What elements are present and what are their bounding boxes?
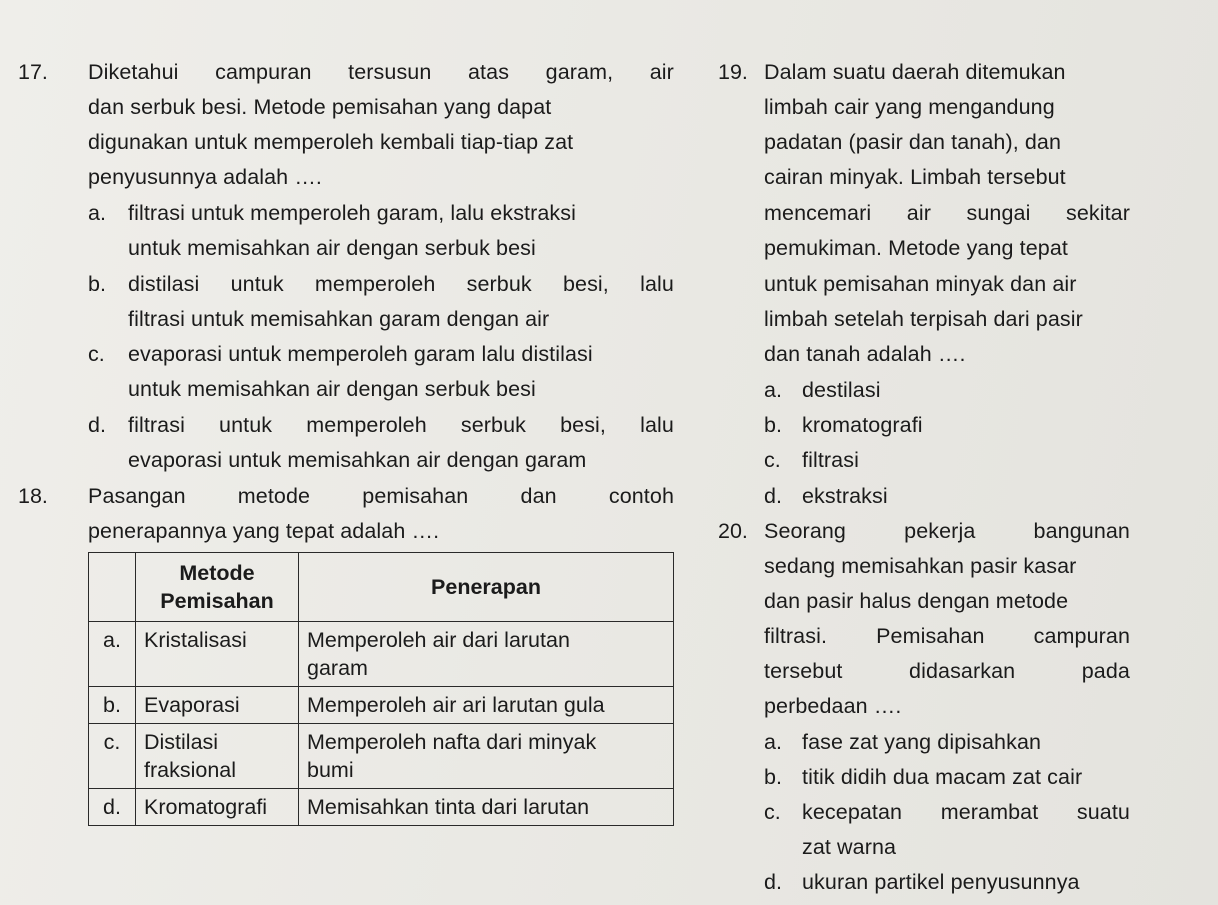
question-stem-line: pemukiman. Metode yang tepat (764, 236, 1068, 260)
metode-line: Evaporasi (144, 693, 240, 717)
question-stem-line: Pasangan metode pemisahan dan contoh (88, 484, 674, 508)
row-metode (136, 687, 299, 724)
option-b-text: kromatografi (802, 413, 923, 437)
question-stem-line: mencemari air sungai sekitar (764, 201, 1130, 225)
row-letter: d. (89, 789, 136, 826)
table-row (89, 724, 674, 789)
option-letter: b. (88, 272, 106, 296)
option-letter: c. (88, 342, 105, 366)
question-number: 18. (18, 484, 48, 508)
question-stem-line: limbah cair yang mengandung (764, 95, 1055, 119)
row-penerapan (299, 687, 674, 724)
question-stem-line: digunakan untuk memperoleh kembali tiap-tiap zat (88, 130, 574, 154)
header-metode-line: Metode (179, 561, 255, 585)
option-d-text: ekstraksi (802, 484, 888, 508)
option-a-line: untuk memisahkan air dengan serbuk besi (128, 236, 536, 260)
penerapan-line: garam (307, 656, 368, 680)
option-b-line: distilasi untuk memperoleh serbuk besi, lalu (128, 272, 674, 296)
separation-methods-table (88, 552, 674, 826)
question-stem-line: dan tanah adalah …. (764, 342, 966, 366)
option-c-line: evaporasi untuk memperoleh garam lalu distilasi (128, 342, 593, 366)
option-a-text: destilasi (802, 378, 881, 402)
row-penerapan (299, 724, 674, 789)
row-penerapan (299, 622, 674, 687)
table-row (89, 622, 674, 687)
question-number: 19. (718, 60, 748, 84)
header-metode-line: Pemisahan (160, 589, 274, 613)
metode-line: Kristalisasi (144, 628, 247, 652)
question-stem-line: penerapannya yang tepat adalah …. (88, 519, 440, 543)
penerapan-line: bumi (307, 758, 354, 782)
row-metode (136, 724, 299, 789)
table-row (89, 687, 674, 724)
option-c-text: filtrasi (802, 448, 859, 472)
row-metode (136, 789, 299, 826)
option-letter: b. (764, 413, 782, 437)
question-stem-line: Dalam suatu daerah ditemukan (764, 60, 1066, 84)
header-penerapan: Penerapan (299, 553, 674, 622)
question-stem-line: cairan minyak. Limbah tersebut (764, 165, 1066, 189)
option-letter: c. (764, 448, 781, 472)
option-letter: d. (88, 413, 106, 437)
option-d-line: ukuran partikel penyusunnya (802, 870, 1080, 894)
question-stem-line: sedang memisahkan pasir kasar (764, 554, 1077, 578)
question-stem-line: Seorang pekerja bangunan (764, 519, 1130, 543)
metode-line: Kromatografi (144, 795, 268, 819)
option-letter: a. (764, 378, 782, 402)
penerapan-line: Memisahkan tinta dari larutan (307, 795, 590, 819)
header-metode (136, 553, 299, 622)
question-stem-line: padatan (pasir dan tanah), dan (764, 130, 1062, 154)
question-stem-line: filtrasi. Pemisahan campuran (764, 624, 1130, 648)
option-a-line: fase zat yang dipisahkan (802, 730, 1042, 754)
table-header-row (89, 553, 674, 622)
header-letter-cell (89, 553, 136, 622)
option-c-line: kecepatan merambat suatu (802, 800, 1130, 824)
penerapan-line: Memperoleh nafta dari minyak (307, 730, 597, 754)
table-row (89, 789, 674, 826)
question-stem-line: dan pasir halus dengan metode (764, 589, 1069, 613)
row-metode (136, 622, 299, 687)
row-letter: a. (89, 622, 136, 687)
question-stem-line: Diketahui campuran tersusun atas garam, air (88, 60, 674, 84)
question-stem-line: limbah setelah terpisah dari pasir (764, 307, 1083, 331)
option-letter: d. (764, 484, 782, 508)
question-stem-line: perbedaan …. (764, 694, 902, 718)
option-c-line: untuk memisahkan air dengan serbuk besi (128, 377, 536, 401)
option-letter: d. (764, 870, 782, 894)
metode-line: Distilasi (144, 730, 219, 754)
option-letter: a. (764, 730, 782, 754)
question-stem-line: penyusunnya adalah …. (88, 165, 322, 189)
option-c-line: zat warna (802, 835, 897, 859)
option-letter: b. (764, 765, 782, 789)
question-number: 20. (718, 519, 748, 543)
option-d-line: evaporasi untuk memisahkan air dengan garam (128, 448, 587, 472)
question-number: 17. (18, 60, 48, 84)
option-letter: a. (88, 201, 106, 225)
option-d-line: filtrasi untuk memperoleh serbuk besi, lalu (128, 413, 674, 437)
row-letter: b. (89, 687, 136, 724)
question-stem-line: dan serbuk besi. Metode pemisahan yang dapat (88, 95, 552, 119)
row-penerapan (299, 789, 674, 826)
penerapan-line: Memperoleh air ari larutan gula (307, 693, 605, 717)
metode-line: fraksional (144, 758, 237, 782)
option-letter: c. (764, 800, 781, 824)
option-a-line: filtrasi untuk memperoleh garam, lalu ekstraksi (128, 201, 577, 225)
penerapan-line: Memperoleh air dari larutan (307, 628, 570, 652)
question-stem-line: untuk pemisahan minyak dan air (764, 272, 1077, 296)
row-letter: c. (89, 724, 136, 789)
option-b-line: titik didih dua macam zat cair (802, 765, 1083, 789)
option-b-line: filtrasi untuk memisahkan garam dengan air (128, 307, 550, 331)
question-stem-line: tersebut didasarkan pada (764, 659, 1130, 683)
